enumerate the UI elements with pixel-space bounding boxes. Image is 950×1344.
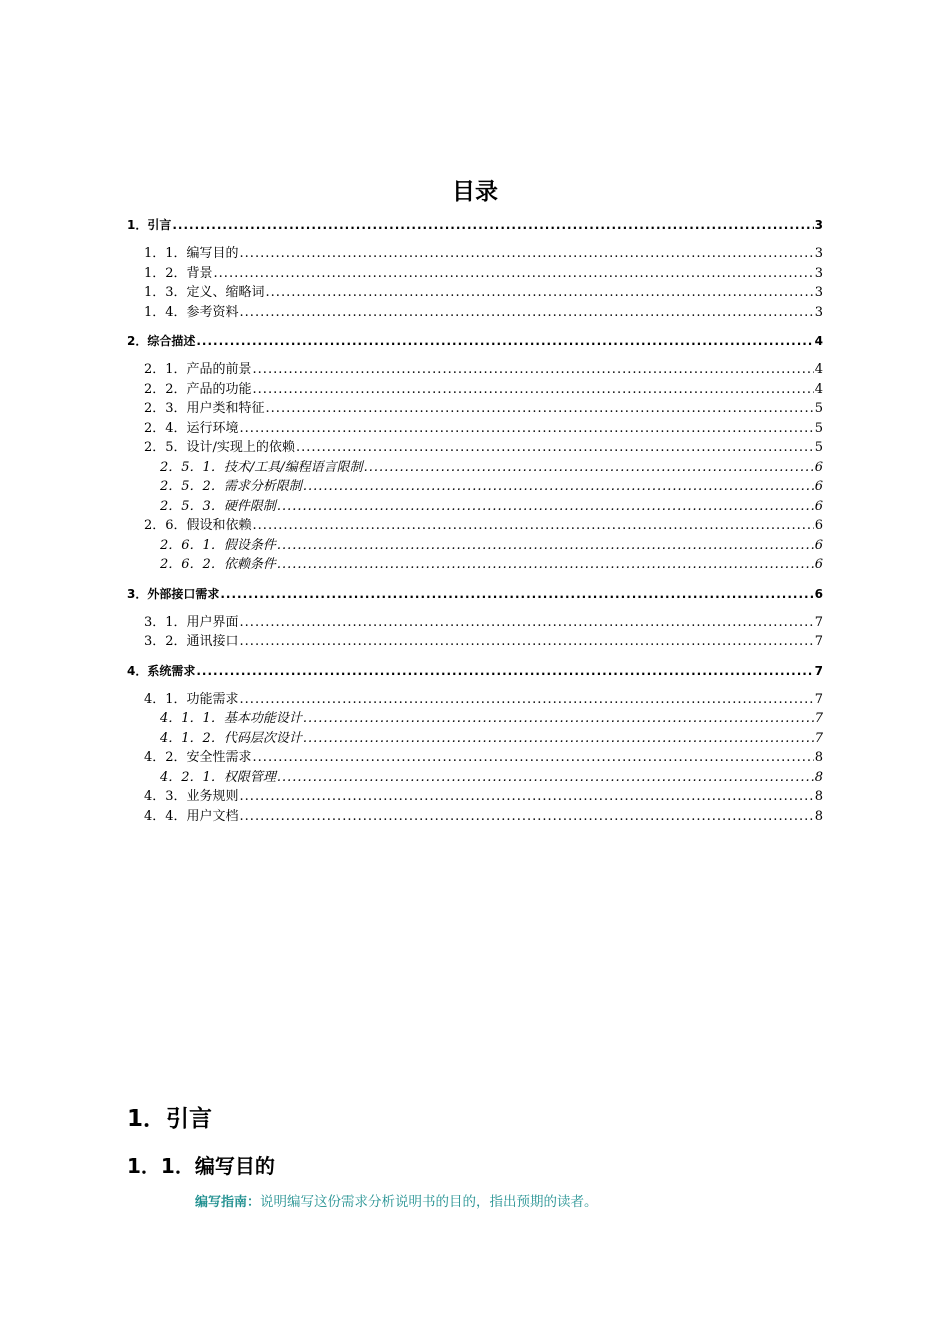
toc-leader [253,380,814,400]
toc-entry-label: 4．2．1．权限管理 [160,769,276,785]
toc-entry-page: 7 [814,711,823,726]
toc-entry-label: 3．外部接口需求 [127,586,220,601]
toc-entry[interactable] [127,555,823,575]
toc-leader [266,283,814,303]
toc-entry-page: 4 [814,362,823,377]
toc-leader [296,438,814,458]
toc-entry-label: 1．1．编写目的 [144,246,239,261]
toc-entry[interactable] [127,215,823,235]
toc-leader [253,516,814,536]
toc-leader [240,419,814,439]
toc-entry-label: 3．2．通讯接口 [144,634,239,649]
toc-title: 目录 [452,179,498,205]
toc-entry[interactable] [127,360,823,380]
section-heading: 1．引言 [127,1106,213,1132]
toc-entry-page: 6 [814,459,823,475]
toc-leader [240,303,814,323]
table-of-contents [127,215,823,826]
guide-label: 编写指南： [195,1195,261,1210]
toc-entry[interactable] [127,419,823,439]
toc-entry-page: 8 [814,808,823,824]
toc-entry-page: 3 [814,218,823,232]
toc-entry-page: 7 [814,614,823,630]
toc-entry-label: 2．5．2．需求分析限制 [160,479,302,494]
toc-entry-label: 4．1．功能需求 [144,691,239,707]
toc-leader [196,661,813,681]
toc-entry-label: 4．1．1．基本功能设计 [160,711,302,726]
guide-text: 说明编写这份需求分析说明书的目的，指出预期的读者。 [260,1194,598,1210]
toc-leader [303,729,814,749]
toc-entry[interactable] [127,661,823,681]
toc-entry-label: 4．2．安全性需求 [144,750,252,765]
toc-entry[interactable] [127,303,823,323]
toc-leader [277,768,814,788]
toc-entry-page: 6 [814,586,823,601]
toc-entry[interactable] [127,787,823,807]
toc-entry-label: 3．1．用户界面 [144,614,239,630]
toc-entry[interactable] [127,536,823,556]
toc-leader [240,807,814,827]
toc-entry-label: 4．4．用户文档 [144,808,239,824]
subsection-heading: 1．1．编写目的 [127,1154,275,1178]
toc-entry-label: 2．5．设计/实现上的依赖 [144,440,295,455]
writing-guide [195,1191,598,1214]
toc-entry[interactable] [127,729,823,749]
toc-entry[interactable] [127,264,823,284]
toc-entry-page: 3 [814,285,823,300]
toc-leader [303,709,814,729]
toc-entry-page: 7 [814,730,823,746]
toc-entry-page: 3 [814,246,823,261]
toc-entry-label: 1．3．定义、缩略词 [144,285,265,300]
toc-entry-page: 8 [814,769,823,785]
toc-entry-label: 2．6．2．依赖条件 [160,557,276,572]
toc-entry-page: 5 [814,401,823,416]
toc-entry[interactable] [127,748,823,768]
toc-leader [277,555,814,575]
toc-entry-label: 2．6．假设和依赖 [144,518,252,533]
toc-entry-page: 6 [814,557,823,572]
toc-entry[interactable] [127,399,823,419]
toc-entry[interactable] [127,331,823,351]
toc-entry[interactable] [127,613,823,633]
toc-leader [253,748,814,768]
toc-entry[interactable] [127,477,823,497]
toc-entry-page: 6 [814,518,823,533]
toc-entry-page: 8 [814,789,823,804]
toc-leader [214,264,814,284]
toc-leader [277,497,814,517]
toc-entry-label: 4．系统需求 [127,663,196,678]
toc-entry[interactable] [127,584,823,604]
toc-leader [277,536,814,556]
toc-entry-page: 5 [814,440,823,455]
toc-entry[interactable] [127,709,823,729]
toc-leader [364,458,814,478]
toc-leader [240,787,814,807]
toc-leader [240,244,814,264]
toc-entry[interactable] [127,458,823,478]
toc-entry[interactable] [127,380,823,400]
toc-leader [196,331,813,351]
toc-entry-page: 3 [814,304,823,320]
toc-entry[interactable] [127,807,823,827]
toc-entry[interactable] [127,516,823,536]
toc-entry-label: 2．5．3．硬件限制 [160,498,276,514]
toc-entry-label: 2．综合描述 [127,334,196,348]
toc-entry-page: 4 [814,334,823,348]
toc-entry[interactable] [127,283,823,303]
toc-leader [266,399,814,419]
toc-entry-page: 8 [814,750,823,765]
toc-entry-label: 2．2．产品的功能 [144,381,252,397]
toc-entry-page: 6 [814,537,823,553]
toc-entry-page: 3 [814,265,823,281]
toc-leader [240,613,814,633]
toc-entry-page: 7 [814,691,823,707]
toc-entry-label: 1．4．参考资料 [144,304,239,320]
toc-entry[interactable] [127,438,823,458]
toc-entry-label: 4．1．2．代码层次设计 [160,730,302,746]
toc-entry-label: 2．1．产品的前景 [144,362,252,377]
toc-entry-label: 2．4．运行环境 [144,420,239,436]
toc-entry[interactable] [127,768,823,788]
toc-entry-label: 4．3．业务规则 [144,789,239,804]
toc-entry[interactable] [127,690,823,710]
toc-entry[interactable] [127,244,823,264]
toc-leader [303,477,814,497]
toc-entry-page: 6 [814,498,823,514]
toc-entry[interactable] [127,632,823,652]
toc-leader [240,690,814,710]
toc-entry-label: 2．5．1．技术/工具/编程语言限制 [160,459,363,475]
toc-leader [240,632,814,652]
toc-entry-label: 1．2．背景 [144,265,213,281]
toc-entry-page: 7 [814,634,823,649]
toc-entry-page: 5 [814,420,823,436]
toc-leader [220,584,813,604]
toc-entry-label: 1．引言 [127,218,172,232]
toc-entry-page: 6 [814,479,823,494]
toc-leader [172,215,813,235]
toc-entry-page: 7 [814,663,823,678]
toc-leader [253,360,814,380]
toc-entry-label: 2．6．1．假设条件 [160,537,276,553]
toc-entry-label: 2．3．用户类和特征 [144,401,265,416]
toc-entry-page: 4 [814,381,823,397]
toc-entry[interactable] [127,497,823,517]
